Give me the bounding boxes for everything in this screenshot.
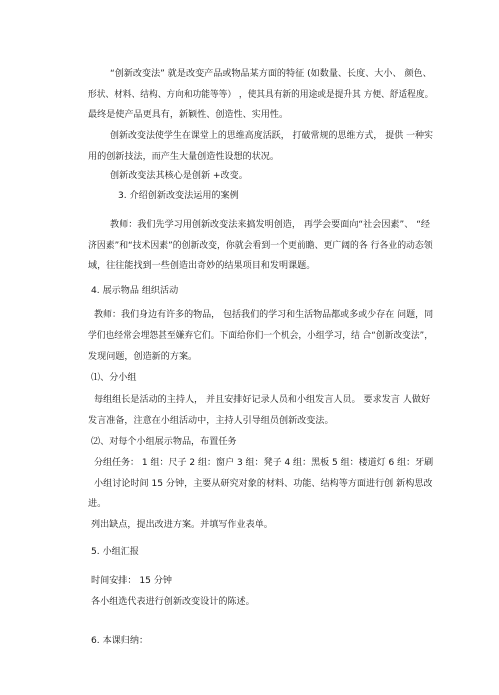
paragraph-line: 教师：我们先学习用创新改变法来搞发明创造， 再学会要面向“社会因素”、 “经 — [110, 220, 431, 230]
paragraph-line: 创新改变法其核心是创新 +改变。 — [110, 171, 248, 181]
paragraph-line: 进。 — [88, 499, 107, 509]
paragraph-line: 每组组长是活动的主持人， 并且安排好记录人员和小组发言人员。 要求发言 人做好 — [94, 395, 431, 405]
paragraph-line: 发现问题，创造新的方案。 — [88, 352, 198, 362]
paragraph-line: 小组讨论时间 15 分钟，主要从研究对象的材料、功能、结构等方面进行创 新构思改 — [94, 479, 433, 489]
subsection-heading: ⑴、分小组 — [91, 373, 137, 383]
paragraph-line: 创新改变法使学生在课堂上的思维高度活跃， 打破常规的思维方式， 提供 一种实 — [110, 131, 434, 141]
paragraph-line: 形状、材料、结构、方向和功能等等） ，使其具有新的用途或是提升其 方便、舒适程度。 — [88, 90, 434, 100]
section-heading: 6. 本课归纳： — [91, 636, 149, 646]
paragraph-line: 域，往往能找到一些创造出奇妙的结果项目和发明课题。 — [88, 261, 316, 271]
paragraph-line: 时间安排： 15 分钟 — [91, 576, 173, 586]
paragraph-line: 发言准备，注意在小组活动中，主持人引导组员创新改变法。 — [88, 416, 334, 426]
section-heading: 5. 小组汇报 — [91, 547, 139, 557]
paragraph-line: 教师：我们身边有许多的物品， 包括我们的学习和生活物品都或多或少存在 问题，同 — [94, 310, 434, 320]
paragraph-line: 最终是使产品更具有，新颖性、创造性、实用性。 — [88, 110, 289, 120]
paragraph-line: 济因素”和“技术因素”的创新改变，你就会看到一个更前瞻、更广阔的各 行各业的动态领 — [88, 241, 433, 251]
section-heading: 3. 介绍创新改变法运用的案例 — [118, 191, 239, 201]
section-heading: 4. 展示物品 组织活动 — [91, 286, 179, 296]
paragraph-line: 列出缺点，提出改进方案。并填写作业表单。 — [91, 520, 273, 530]
paragraph-line: 分组任务： 1 组：尺子 2 组：窗户 3 组：凳子 4 组：黑板 5 组：楼道灯 6 组：牙刷 — [94, 458, 434, 468]
paragraph-line: 各小组选代表进行创新改变设计的陈述。 — [91, 597, 255, 607]
paragraph-line: “创新改变法” 就是改变产品或物品某方面的特征 (如数量、长度、大小、 颜色、 — [110, 69, 432, 79]
paragraph-line: 学们也经常会埋怨甚至嫌弃它们。下面给你们一个机会，小组学习，结 合“创新改变法”， — [88, 331, 434, 341]
subsection-heading: ⑵、对每个小组展示物品，布置任务 — [91, 437, 237, 447]
paragraph-line: 用的创新技法，而产生大量创造性设想的状况。 — [88, 152, 279, 162]
